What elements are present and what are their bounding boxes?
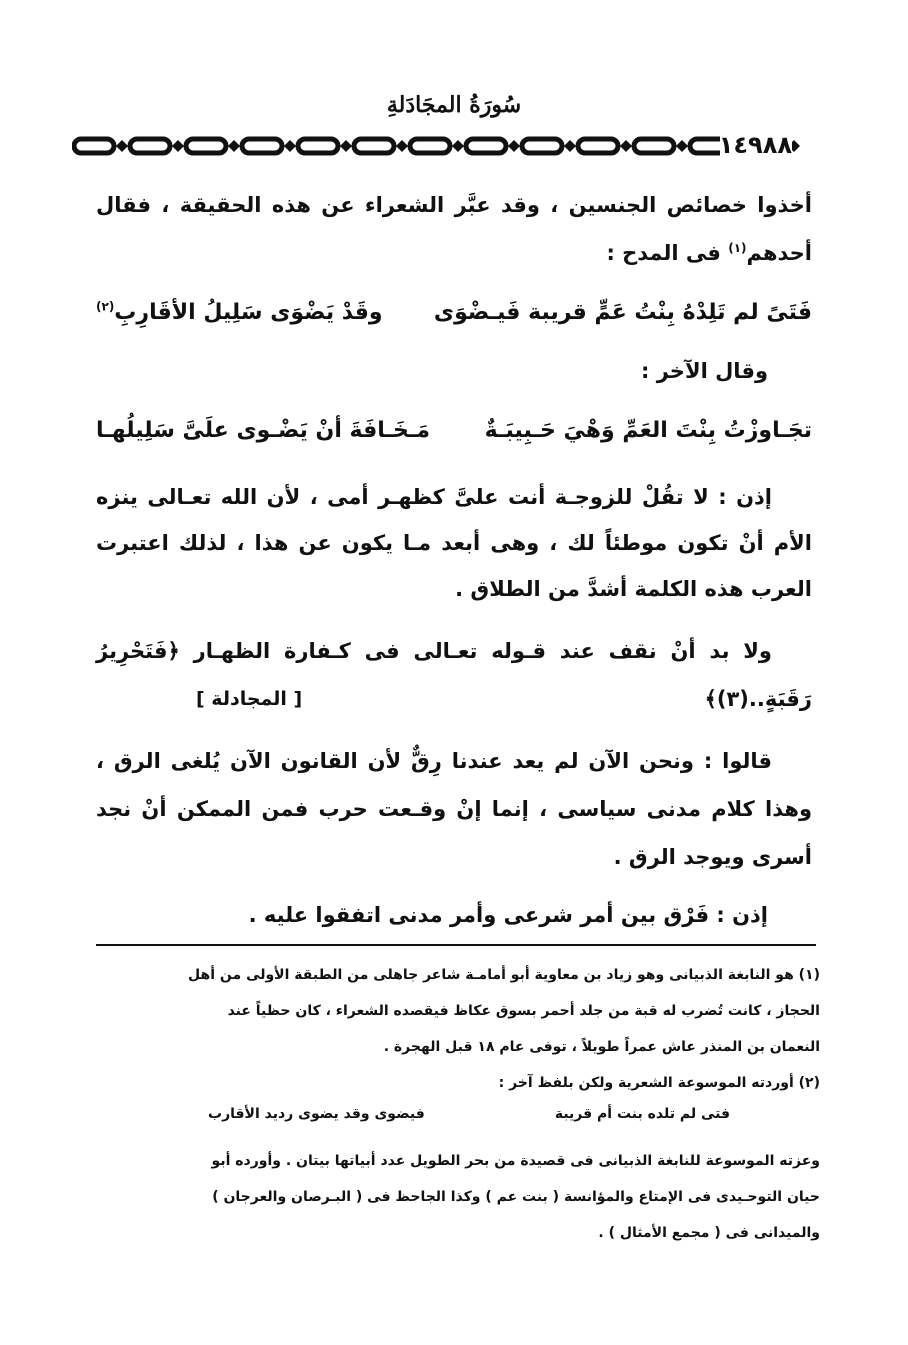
- chain-link: [634, 139, 674, 153]
- paragraph-1-line-1: أخذوا خصائص الجنسين ، وقد عبَّر الشعراء عن هذه الحقيقة ، فقال: [96, 193, 812, 217]
- verse-1: [96, 300, 812, 334]
- surah-reference: [ المجادلة ]: [196, 688, 303, 710]
- paragraph-4-line-1: ولا بد أنْ نقف عند قـوله تعـالى فى كـفارة الظهـار ﴿فَتَحْرِيرُ: [96, 639, 772, 663]
- chain-border-icon: [72, 132, 808, 160]
- chain-link: [298, 139, 338, 153]
- paragraph-5-line-2: وهذا كلام مدنى سياسى ، إنما إنْ وقـعت حرب فمن الممكن أنْ نجد: [96, 797, 812, 821]
- chain-link: [242, 139, 282, 153]
- paragraph-1-line-2: [96, 238, 812, 268]
- chain-diamond: [564, 140, 576, 152]
- footnote-2-verse-first: فتى لم تلده بنت أم قريبة: [554, 1106, 730, 1122]
- chain-link: [74, 139, 114, 153]
- chain-link: [522, 139, 562, 153]
- footnote-ref-1: (١): [728, 241, 747, 255]
- footnote-2-verse: [96, 1106, 820, 1136]
- footnote-divider: [96, 944, 816, 946]
- footnote-1-line-3: النعمان بن المنذر عاش عمراً طويلاً ، توفى عام ١٨ قبل الهجرة .: [383, 1039, 820, 1055]
- footnote-ref-2: (٢): [96, 299, 115, 314]
- surah-title: سُورَةُ المجَادَلةِ: [386, 92, 522, 118]
- chain-link: [354, 139, 394, 153]
- paragraph-1-line-2-a: أحدهم: [746, 241, 812, 265]
- chain-diamond: [676, 140, 688, 152]
- chain-link: [578, 139, 618, 153]
- footnote-2-line-2: وعزته الموسوعة للنابغة الذبيانى فى قصيدة من بحر الطويل عدد أبياتها بيتان . وأورده أبو: [211, 1153, 820, 1169]
- chain-diamond: [396, 140, 408, 152]
- chain-diamond: [172, 140, 184, 152]
- paragraph-4-line-2: رَقَبَةٍ..(٣)﴾: [704, 687, 812, 711]
- chain-link: [410, 139, 450, 153]
- verse-1-first-hemistich: فَتَىً لم تَلِدْهُ بِنْتُ عَمٍّ قريبة فَيـضْوَى: [433, 300, 812, 325]
- paragraph-3-line-2: الأم أنْ تكون موطئاً لك ، وهى أبعد مـا يكون عن هذا ، لذلك اعتبرت: [96, 531, 812, 555]
- paragraph-3-line-1: إذن : لا تقُلْ للزوجـة أنت علىَّ كظهـر أمى ، لأن الله تعـالى ينزه: [96, 485, 772, 509]
- chain-link: [466, 139, 506, 153]
- chain-diamond: [284, 140, 296, 152]
- verse-2: [96, 418, 812, 452]
- chain-diamond: [116, 140, 128, 152]
- footnote-2-line-1: (٢) أوردته الموسوعة الشعرية ولكن بلفظ آخر :: [498, 1075, 820, 1091]
- verse-1-second-text: وقَدْ يَضْوَى سَلِيلُ الأقَارِبِ: [114, 300, 383, 325]
- footnote-2-line-3: حيان التوحـيدى فى الإمتاع والمؤانسة ( بنت عم ) وكذا الجاحظ فى ( البـرصان والعرجان ): [212, 1189, 820, 1205]
- paragraph-5-line-1: قالوا : ونحن الآن لم يعد عندنا رِقٌّ لأن القانون الآن يُلغى الرق ،: [96, 749, 772, 773]
- paragraph-5-line-3: أسرى ويوجد الرق .: [613, 845, 812, 869]
- chain-link: [186, 139, 226, 153]
- page-number: ١٤٩٨٨: [718, 131, 792, 159]
- chain-link: [130, 139, 170, 153]
- chain-diamond: [340, 140, 352, 152]
- footnote-1-line-1: (١) هو النابغة الذبيانى وهو زياد بن معاوية أبو أمامـة شاعر جاهلى من الطبقة الأولى من أهل: [188, 967, 820, 983]
- chain-diamond: [228, 140, 240, 152]
- paragraph-1-line-2-b: فى المدح :: [606, 241, 729, 265]
- chain-diamond: [508, 140, 520, 152]
- chain-diamond: [620, 140, 632, 152]
- paragraph-3-line-3: العرب هذه الكلمة أشدَّ من الطلاق .: [455, 577, 812, 601]
- verse-1-second-hemistich: [96, 300, 383, 325]
- footnote-2-verse-second: فيضوى وقد يضوى رديد الأقارب: [208, 1106, 425, 1122]
- footnote-2-line-4: والميدانى فى ( مجمع الأمثال ) .: [598, 1225, 820, 1241]
- chain-diamond: [452, 140, 464, 152]
- footnote-1-line-2: الحجاز ، كانت تُضرب له قبة من جلد أحمر بسوق عكاظ فيقصده الشعراء ، كان حظياً عند: [227, 1003, 820, 1019]
- verse-2-first-hemistich: تجَـاوزْتُ بِنْتَ العَمِّ وَهْيَ حَـبِيبَـةٌ: [484, 418, 812, 443]
- paragraph-6: إذن : فَرْق بين أمر شرعى وأمر مدنى اتفقوا عليه .: [248, 903, 768, 927]
- paragraph-2: وقال الآخر :: [641, 359, 768, 383]
- verse-2-second-hemistich: مَـخَـافَةَ أنْ يَضْـوى علَىَّ سَلِيلُهـا: [96, 418, 431, 443]
